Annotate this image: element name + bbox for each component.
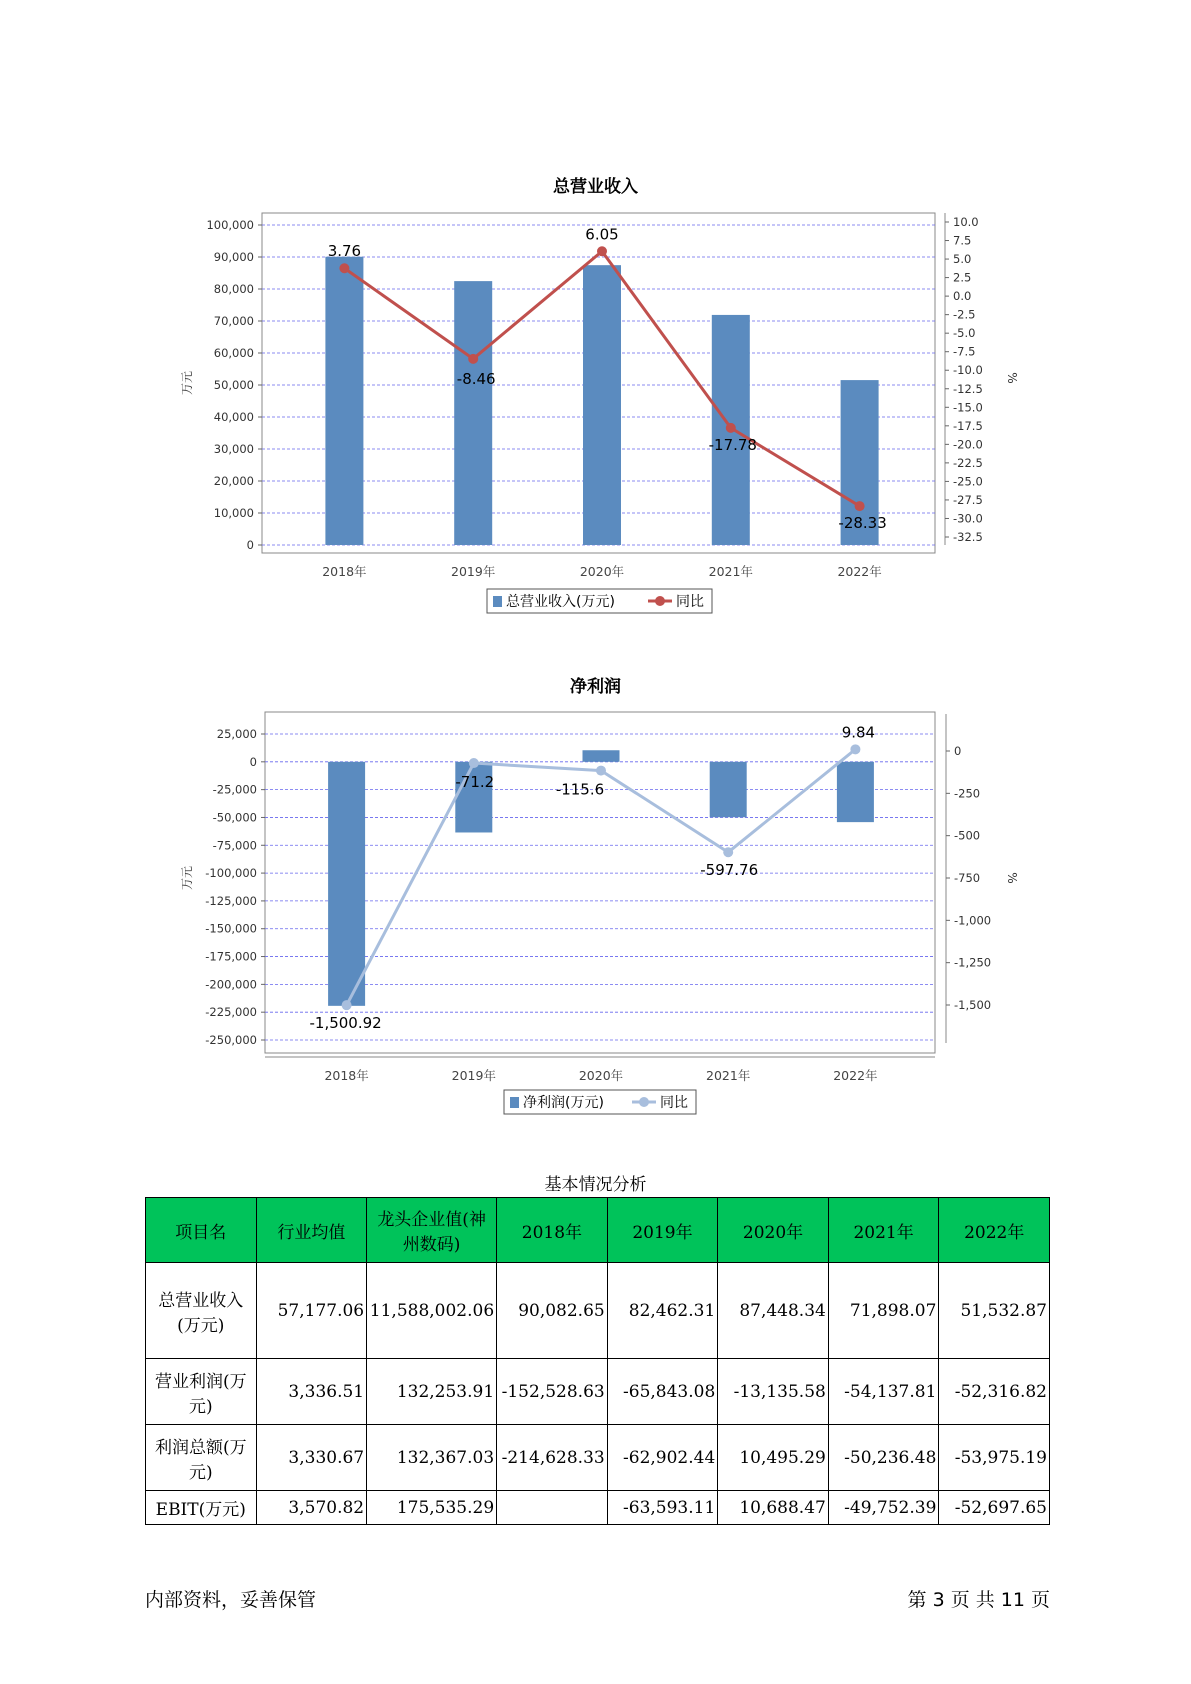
y-tick-label: -175,000 <box>205 949 257 964</box>
y2-tick-label: -1,500 <box>954 998 992 1012</box>
y2-tick-label: -5.0 <box>953 326 976 341</box>
y-tick-label: -25,000 <box>212 782 257 797</box>
x-tick-label: 2021年 <box>708 564 753 579</box>
y-tick-label: -75,000 <box>212 838 257 853</box>
header-cell: 2020年 <box>718 1198 829 1263</box>
y2-axis-title: % <box>1005 872 1019 884</box>
data-label: -1,500.92 <box>309 1014 382 1033</box>
line-point <box>469 758 479 768</box>
row-label: 营业利润(万元) <box>146 1359 257 1425</box>
y2-axis-title: % <box>1005 372 1019 384</box>
header-cell: 2019年 <box>607 1198 718 1263</box>
y2-tick-label: -22.5 <box>953 455 983 470</box>
row-label: 利润总额(万元) <box>146 1425 257 1491</box>
y-tick-label: 0 <box>246 538 254 552</box>
y2-tick-label: -15.0 <box>953 400 983 415</box>
bar <box>328 762 365 1006</box>
y-tick-label: 50,000 <box>213 378 254 392</box>
table-cell: 51,532.87 <box>939 1263 1050 1359</box>
x-tick-label: 2019年 <box>451 1068 496 1083</box>
y2-tick-label: -12.5 <box>953 381 983 396</box>
line-point <box>850 744 860 754</box>
table-cell: -63,593.11 <box>607 1491 718 1525</box>
legend-line-marker <box>639 1097 649 1107</box>
table-cell: -52,697.65 <box>939 1491 1050 1525</box>
table-row <box>146 1425 1050 1491</box>
data-label: 6.05 <box>585 225 619 244</box>
data-label: -8.46 <box>456 369 496 388</box>
y-tick-label: 30,000 <box>213 442 254 456</box>
table-cell: 87,448.34 <box>718 1263 829 1359</box>
y2-tick-label: -750 <box>954 871 981 885</box>
y-tick-label: 60,000 <box>213 346 254 360</box>
y2-tick-label: 0.0 <box>953 289 972 304</box>
row-label: EBIT(万元) <box>146 1491 257 1525</box>
table-cell: 10,688.47 <box>718 1491 829 1525</box>
y2-tick-label: -27.5 <box>953 492 983 507</box>
basic-info-table <box>145 1197 1050 1525</box>
data-label: 9.84 <box>841 723 876 742</box>
y2-tick-label: -2.5 <box>953 307 976 322</box>
y-tick-label: -150,000 <box>205 921 257 936</box>
legend-line-label: 同比 <box>660 1095 688 1111</box>
header-cell: 龙头企业值(神州数码) <box>367 1198 497 1263</box>
y-tick-label: -200,000 <box>205 977 257 992</box>
header-cell: 行业均值 <box>256 1198 367 1263</box>
x-tick-label: 2020年 <box>579 564 625 579</box>
y-tick-label: 80,000 <box>213 282 254 296</box>
table-cell: -54,137.81 <box>828 1359 939 1425</box>
y-tick-label: -100,000 <box>205 866 257 881</box>
y-tick-label: 70,000 <box>213 314 254 328</box>
x-tick-label: 2018年 <box>322 564 367 579</box>
y-tick-label: 100,000 <box>206 218 254 232</box>
plot-frame <box>265 712 935 1053</box>
y2-tick-label: -10.0 <box>953 363 983 378</box>
table-body <box>146 1263 1050 1525</box>
y-tick-label: 10,000 <box>213 506 254 520</box>
chart1-title: 总营业收入 <box>553 177 638 197</box>
y2-tick-label: 7.5 <box>953 233 972 248</box>
x-tick-label: 2018年 <box>324 1068 369 1083</box>
x-tick-label: 2022年 <box>837 564 882 579</box>
table-cell: 82,462.31 <box>607 1263 718 1359</box>
x-tick-label: 2022年 <box>833 1068 878 1083</box>
table-cell: -65,843.08 <box>607 1359 718 1425</box>
y2-tick-label: 0 <box>954 744 962 758</box>
table-cell: 132,367.03 <box>367 1425 497 1491</box>
footer-confidential: 内部资料，妥善保管 <box>145 1589 317 1611</box>
y2-tick-label: 5.0 <box>953 252 972 267</box>
table-cell: -50,236.48 <box>828 1425 939 1491</box>
table-cell: -53,975.19 <box>939 1425 1050 1491</box>
y-tick-label: 20,000 <box>213 474 254 488</box>
table-cell: -49,752.39 <box>828 1491 939 1525</box>
table-row <box>146 1359 1050 1425</box>
legend-line-label: 同比 <box>676 594 704 610</box>
data-label: -597.76 <box>700 861 759 880</box>
y-axis-title: 万元 <box>180 865 194 891</box>
table-row <box>146 1491 1050 1525</box>
bar <box>837 762 874 822</box>
table-cell: 132,253.91 <box>367 1359 497 1425</box>
table-cell: -152,528.63 <box>497 1359 608 1425</box>
row-label: 总营业收入(万元) <box>146 1263 257 1359</box>
chart2-title: 净利润 <box>570 677 621 697</box>
table-header-row <box>146 1198 1050 1263</box>
header-cell: 2022年 <box>939 1198 1050 1263</box>
y2-tick-label: -17.5 <box>953 418 983 433</box>
line-point <box>342 1000 352 1010</box>
y-tick-label: 25,000 <box>216 727 257 741</box>
y-tick-label: -225,000 <box>205 1005 257 1020</box>
y2-tick-label: -32.5 <box>953 530 983 544</box>
data-label: -115.6 <box>555 780 605 799</box>
table-caption: 基本情况分析 <box>544 1175 647 1195</box>
data-label: -28.33 <box>838 514 887 533</box>
y2-tick-label: -7.5 <box>953 344 976 359</box>
table-cell: 3,336.51 <box>256 1359 367 1425</box>
legend-bar-swatch <box>510 1097 519 1108</box>
y2-tick-label: -1,250 <box>954 955 992 970</box>
bar <box>583 750 620 762</box>
y2-tick-label: 2.5 <box>953 270 972 285</box>
y2-tick-label: -25.0 <box>953 474 983 489</box>
table-cell: 11,588,002.06 <box>367 1263 497 1359</box>
y2-tick-label: -250 <box>954 786 981 801</box>
header-cell: 项目名 <box>146 1198 257 1263</box>
bar <box>710 762 747 817</box>
x-tick-label: 2019年 <box>451 564 496 579</box>
y-tick-label: 0 <box>249 754 257 769</box>
y-tick-label: 90,000 <box>213 250 254 264</box>
table-cell: 175,535.29 <box>367 1491 497 1525</box>
table-cell: 10,495.29 <box>718 1425 829 1491</box>
y-tick-label: 40,000 <box>213 410 254 424</box>
table-cell: -62,902.44 <box>607 1425 718 1491</box>
table-cell: -52,316.82 <box>939 1359 1050 1425</box>
x-tick-label: 2021年 <box>706 1068 751 1083</box>
y-tick-label: -50,000 <box>212 810 257 825</box>
y2-tick-label: -1,000 <box>954 913 992 928</box>
y-tick-label: -125,000 <box>205 893 257 908</box>
table-row <box>146 1263 1050 1359</box>
y2-tick-label: -30.0 <box>953 511 983 526</box>
table-cell: 90,082.65 <box>497 1263 608 1359</box>
legend-bar-label: 净利润(万元) <box>523 1095 604 1111</box>
footer-page-number: 第 3 页 共 11 页 <box>907 1589 1050 1611</box>
table-cell: -214,628.33 <box>497 1425 608 1491</box>
data-label: -71.2 <box>455 773 495 792</box>
x-tick-label: 2020年 <box>578 1068 624 1083</box>
y-axis-title: 万元 <box>180 370 194 396</box>
table-cell <box>497 1491 608 1525</box>
table-cell: 57,177.06 <box>256 1263 367 1359</box>
line-point <box>596 766 606 776</box>
y2-tick-label: 10.0 <box>953 215 979 229</box>
y-tick-label: -250,000 <box>205 1033 257 1047</box>
y2-tick-label: -20.0 <box>953 437 983 452</box>
header-cell: 2018年 <box>497 1198 608 1263</box>
table-cell: 3,330.67 <box>256 1425 367 1491</box>
data-label: 3.76 <box>327 242 362 261</box>
header-cell: 2021年 <box>828 1198 939 1263</box>
data-label: -17.78 <box>708 435 757 454</box>
y2-tick-label: -500 <box>954 828 981 843</box>
legend-bar-label: 总营业收入(万元) <box>506 594 615 610</box>
table-cell: 71,898.07 <box>828 1263 939 1359</box>
table-cell: -13,135.58 <box>718 1359 829 1425</box>
table-cell: 3,570.82 <box>256 1491 367 1525</box>
line-point <box>723 847 733 857</box>
